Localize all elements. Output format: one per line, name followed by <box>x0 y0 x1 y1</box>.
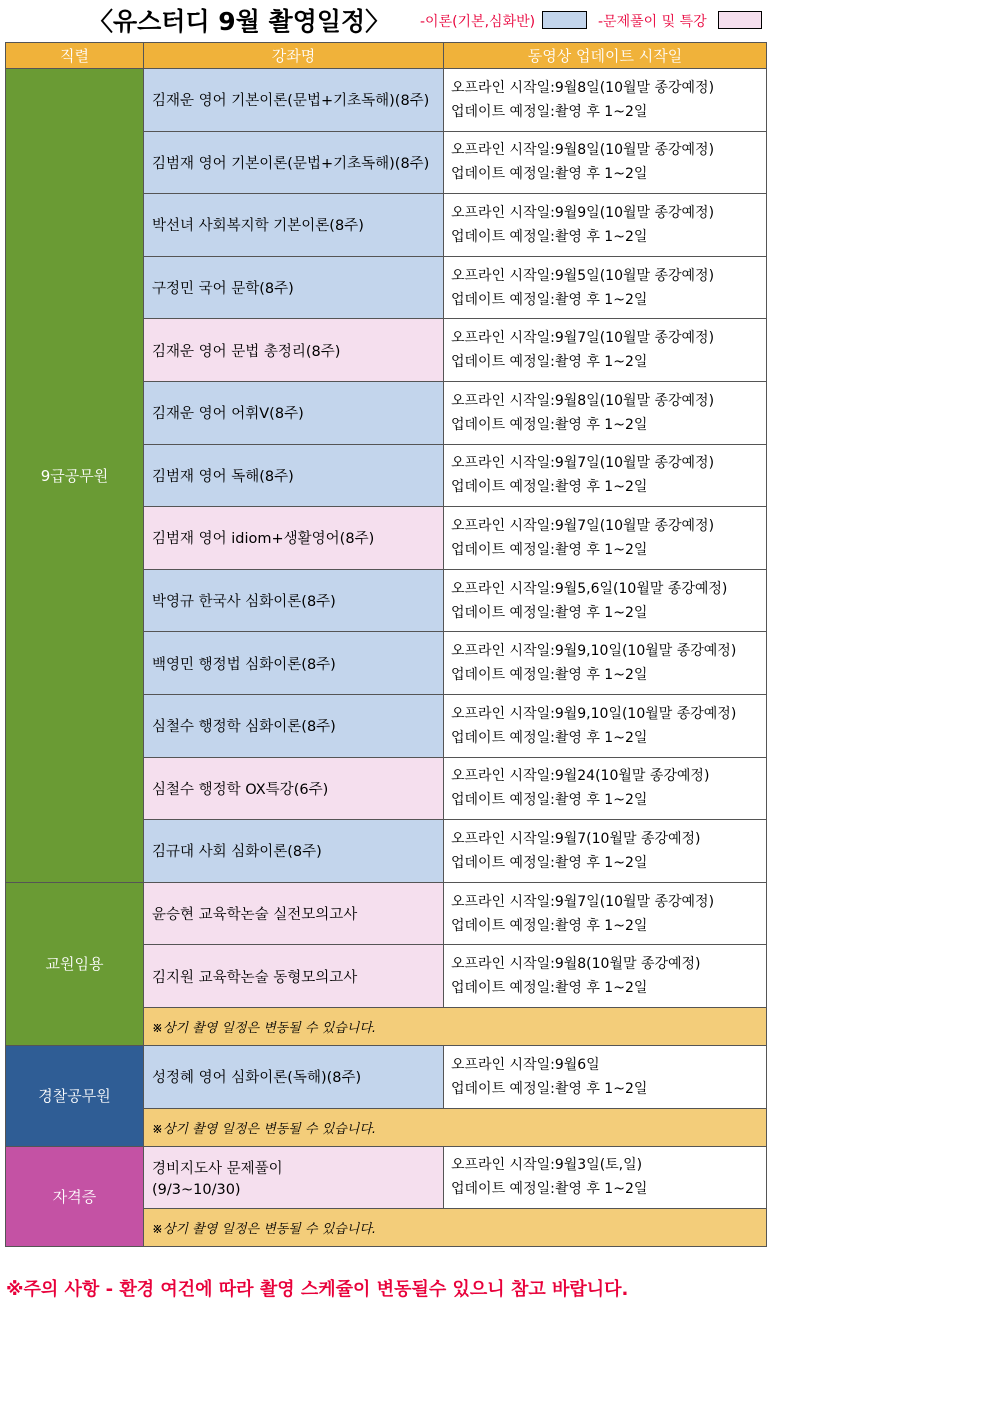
schedule-info-cell <box>444 569 767 632</box>
update-schedule: 업데이트 예정일:촬영 후 1~2일 <box>451 604 648 621</box>
offline-start-date: 오프라인 시작일:9월8일(10월말 종강예정) <box>451 142 715 159</box>
course-name-cell <box>144 507 444 570</box>
course-name: 구정민 국어 문학(8주) <box>152 281 294 298</box>
header-course: 강좌명 <box>144 43 444 69</box>
course-name: 김범재 영어 독해(8주) <box>152 468 294 485</box>
schedule-info-cell <box>444 194 767 257</box>
offline-start-date: 오프라인 시작일:9월8일(10월말 종강예정) <box>451 79 715 96</box>
update-schedule: 업데이트 예정일:촬영 후 1~2일 <box>451 416 648 433</box>
course-name-cell <box>144 69 444 132</box>
offline-start-date: 오프라인 시작일:9월7일(10월말 종강예정) <box>451 517 715 534</box>
category-cell: 9급공무원 <box>6 69 144 883</box>
schedule-info-cell <box>444 69 767 132</box>
offline-start-date: 오프라인 시작일:9월9,10일(10월말 종강예정) <box>451 643 737 660</box>
schedule-change-notice: ※상기 촬영 일정은 변동될 수 있습니다. <box>144 1108 767 1146</box>
page-title: 〈유스터디 9월 촬영일정〉 <box>88 7 391 36</box>
offline-start-date: 오프라인 시작일:9월9일(10월말 종강예정) <box>451 204 715 221</box>
course-name-cell <box>144 381 444 444</box>
course-name: 윤승현 교육학논술 실전모의고사 <box>152 907 358 924</box>
legend-special-swatch <box>718 11 762 29</box>
schedule-change-notice: ※상기 촬영 일정은 변동될 수 있습니다. <box>144 1209 767 1247</box>
course-period: (9/3~10/30) <box>152 1181 241 1198</box>
offline-start-date: 오프라인 시작일:9월24(10월말 종강예정) <box>451 768 710 785</box>
update-schedule: 업데이트 예정일:촬영 후 1~2일 <box>451 479 648 496</box>
update-schedule: 업데이트 예정일:촬영 후 1~2일 <box>451 541 648 558</box>
schedule-info-cell <box>444 507 767 570</box>
course-name: 김재운 영어 문법 총정리(8주) <box>152 343 341 360</box>
update-schedule: 업데이트 예정일:촬영 후 1~2일 <box>451 1181 648 1198</box>
course-name: 심철수 행정학 심화이론(8주) <box>152 719 336 736</box>
course-name-cell <box>144 569 444 632</box>
schedule-table <box>5 42 767 1247</box>
table-row <box>6 1146 767 1209</box>
header-category: 직렬 <box>6 43 144 69</box>
legend-special-label: -문제풀이 및 특강 <box>598 14 707 30</box>
course-name-cell <box>144 1146 444 1209</box>
offline-start-date: 오프라인 시작일:9월7일(10월말 종강예정) <box>451 893 715 910</box>
update-schedule: 업데이트 예정일:촬영 후 1~2일 <box>451 354 648 371</box>
course-name-cell <box>144 757 444 820</box>
table-row <box>6 882 767 945</box>
table-row <box>6 1045 767 1108</box>
update-schedule: 업데이트 예정일:촬영 후 1~2일 <box>451 980 648 997</box>
offline-start-date: 오프라인 시작일:9월7(10월말 종강예정) <box>451 830 701 847</box>
schedule-info-cell <box>444 1045 767 1108</box>
course-name-cell <box>144 945 444 1008</box>
course-name-cell <box>144 319 444 382</box>
update-schedule: 업데이트 예정일:촬영 후 1~2일 <box>451 166 648 183</box>
schedule-info-cell <box>444 319 767 382</box>
legend-theory-label: -이론(기본,심화반) <box>420 14 536 30</box>
schedule-info-cell <box>444 444 767 507</box>
page-header <box>0 0 992 42</box>
course-name: 김범재 영어 기본이론(문법+기초독해)(8주) <box>152 155 430 172</box>
course-name: 박영규 한국사 심화이론(8주) <box>152 594 336 611</box>
update-schedule: 업데이트 예정일:촬영 후 1~2일 <box>451 291 648 308</box>
offline-start-date: 오프라인 시작일:9월7일(10월말 종강예정) <box>451 330 715 347</box>
header-update-date: 동영상 업데이트 시작일 <box>444 43 767 69</box>
legend-theory-swatch <box>542 11 587 29</box>
course-name: 백영민 행정법 심화이론(8주) <box>152 656 336 673</box>
course-name: 심철수 행정학 OX특강(6주) <box>152 781 329 798</box>
offline-start-date: 오프라인 시작일:9월3일(토,일) <box>451 1157 643 1174</box>
update-schedule: 업데이트 예정일:촬영 후 1~2일 <box>451 729 648 746</box>
update-schedule: 업데이트 예정일:촬영 후 1~2일 <box>451 917 648 934</box>
course-name-cell <box>144 1045 444 1108</box>
schedule-info-cell <box>444 381 767 444</box>
offline-start-date: 오프라인 시작일:9월9,10일(10월말 종강예정) <box>451 705 737 722</box>
schedule-info-cell <box>444 1146 767 1209</box>
schedule-change-notice: ※상기 촬영 일정은 변동될 수 있습니다. <box>144 1007 767 1045</box>
offline-start-date: 오프라인 시작일:9월6일 <box>451 1056 600 1073</box>
update-schedule: 업데이트 예정일:촬영 후 1~2일 <box>451 854 648 871</box>
offline-start-date: 오프라인 시작일:9월8일(10월말 종강예정) <box>451 392 715 409</box>
category-cell: 교원임용 <box>6 882 144 1045</box>
course-name: 김재운 영어 어휘V(8주) <box>152 406 304 423</box>
course-name-cell <box>144 820 444 883</box>
course-name: 김범재 영어 idiom+생활영어(8주) <box>152 531 375 548</box>
category-cell: 자격증 <box>6 1146 144 1247</box>
course-name: 박선녀 사회복지학 기본이론(8주) <box>152 218 364 235</box>
schedule-info-cell <box>444 820 767 883</box>
course-name: 김지원 교육학논술 동형모의고사 <box>152 969 358 986</box>
schedule-info-cell <box>444 256 767 319</box>
offline-start-date: 오프라인 시작일:9월5일(10월말 종강예정) <box>451 267 715 284</box>
schedule-info-cell <box>444 131 767 194</box>
course-name: 경비지도사 문제풀이 <box>152 1160 283 1177</box>
course-name-cell <box>144 632 444 695</box>
course-name-cell <box>144 694 444 757</box>
course-name-cell <box>144 256 444 319</box>
offline-start-date: 오프라인 시작일:9월5,6일(10월말 종강예정) <box>451 580 728 597</box>
schedule-info-cell <box>444 882 767 945</box>
course-name-cell <box>144 882 444 945</box>
course-name: 김재운 영어 기본이론(문법+기초독해)(8주) <box>152 93 430 110</box>
offline-start-date: 오프라인 시작일:9월8(10월말 종강예정) <box>451 956 701 973</box>
schedule-info-cell <box>444 945 767 1008</box>
schedule-info-cell <box>444 757 767 820</box>
course-name: 성정혜 영어 심화이론(독해)(8주) <box>152 1070 362 1087</box>
update-schedule: 업데이트 예정일:촬영 후 1~2일 <box>451 792 648 809</box>
update-schedule: 업데이트 예정일:촬영 후 1~2일 <box>451 1080 648 1097</box>
offline-start-date: 오프라인 시작일:9월7일(10월말 종강예정) <box>451 455 715 472</box>
schedule-info-cell <box>444 694 767 757</box>
course-name-cell <box>144 194 444 257</box>
warning-note: ※주의 사항 - 환경 여건에 따라 촬영 스케쥴이 변동될수 있으니 참고 바랍니다. <box>6 1279 629 1300</box>
schedule-info-cell <box>444 632 767 695</box>
course-name-cell <box>144 444 444 507</box>
update-schedule: 업데이트 예정일:촬영 후 1~2일 <box>451 103 648 120</box>
update-schedule: 업데이트 예정일:촬영 후 1~2일 <box>451 228 648 245</box>
category-cell: 경찰공무원 <box>6 1045 144 1146</box>
course-name: 김규대 사회 심화이론(8주) <box>152 844 322 861</box>
course-name-cell <box>144 131 444 194</box>
table-row <box>6 69 767 132</box>
update-schedule: 업데이트 예정일:촬영 후 1~2일 <box>451 667 648 684</box>
